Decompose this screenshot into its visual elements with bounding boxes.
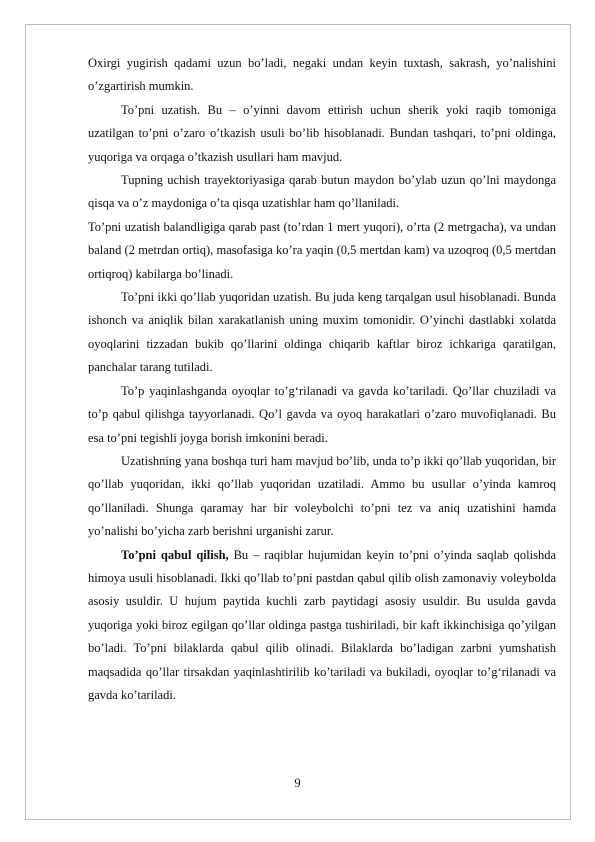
page-number: 9 — [294, 776, 301, 790]
paragraph-text: Uzatishning yana boshqa turi ham mavjud bo’lib, unda to’p ikki qo’llab yuqoridan, bir qo’llab yuqoridan, ikki qo’llab yuqoridan uzatiladi. Ammo bu usullar o’yinda kamroq qo’llaniladi. Shunga qaramay har bir voleybolchi to’pni tez va aniq uzatishini hamda yo’nalishi bo’yicha zarb berishni urganishi zarur. — [88, 453, 556, 539]
paragraph-text: To’pni uzatish. Bu – o’yinni davom ettirish uchun sherik yoki raqib tomoniga uzatilgan to’pni o’zaro o’tkazish usuli bo’lib hisoblanadi. Bundan tashqari, to’pni oldinga, yuqoriga va orqaga o’tkazish usullari ham mavjud. — [88, 102, 556, 164]
paragraph-6 — [88, 380, 556, 450]
paragraph-4 — [88, 216, 556, 286]
paragraph-text: To’pni uzatish balandligiga qarab past (to’rdan 1 mert yuqori), o’rta (2 metrgacha), va undan baland (2 metrdan ortiq), masofasiga ko’ra yaqin (0,5 mertdan kam) va uzoqroq (0,5 mertdan ortiqroq) kabilarga bo’linadi. — [88, 219, 556, 281]
paragraph-text: To’pni ikki qo’llab yuqoridan uzatish. Bu juda keng tarqalgan usul hisoblanadi. Bunda ishonch va aniqlik bilan xarakatlanish uning muxim tomonidir. O’yinchi dastlabki xolatda oyoqlarini tizzadan bukib qo’llarini oldinga chiqarib kaftlar biroz ichkariga qaratilgan, panchalar tarang tutiladi. — [88, 290, 556, 375]
document-body — [88, 52, 556, 707]
paragraph-text: Bu – raqiblar hujumidan keyin to’pni o’yinda saqlab qolishda himoya usuli hisoblanadi. Ikki qo’llab to’pni pastdan qabul qilib olish zamonaviy voleybolda asosiy usuldir. U hujum paytida kuchli zarb paytidagi asosiy usuldir. Bu usulda gavda yuqoriga yoki biroz egilgan qo’llar oldinga pastga tushiriladi, bir kaft ikkinchisiga qo’yilgan bo’ladi. To’pni bilaklarda qabul qilib olinadi. Bilaklarda bo’ladigan zarbni yumshatish maqsadida qo’llar tirsakdan yaqinlashtirilib ko’tariladi va bukiladi, oyoqlar to’g‘rilanadi va gavda ko’tariladi. — [88, 547, 557, 702]
paragraph-text: To’p yaqinlashganda oyoqlar to’g‘rilanadi va gavda ko’tariladi. Qo’llar chuziladi va to’p qabul qilishga tayyorlanadi. Qo’l gavda va oyoq harakatlari o’zaro muvofiqlanadi. Bu esa to’pni tegishli joyga borish imkonini beradi. — [88, 383, 556, 445]
paragraph-text: Oxirgi yugirish qadami uzun bo’ladi, negaki undan keyin tuxtash, sakrash, yo’nalishini o’zgartirish mumkin. — [88, 56, 556, 94]
paragraph-5 — [88, 286, 556, 380]
paragraph-heading: To’pni qabul qilish, — [121, 547, 229, 562]
paragraph-7 — [88, 450, 556, 544]
paragraph-8 — [88, 544, 556, 708]
paragraph-3 — [88, 169, 556, 216]
paragraph-text: Tupning uchish trayektoriyasiga qarab butun maydon bo’ylab uzun qo’lni maydonga qisqa va o’z maydoniga o’ta qisqa uzatishlar ham qo’llaniladi. — [88, 173, 556, 211]
paragraph-1 — [88, 52, 556, 99]
paragraph-2 — [88, 99, 556, 169]
